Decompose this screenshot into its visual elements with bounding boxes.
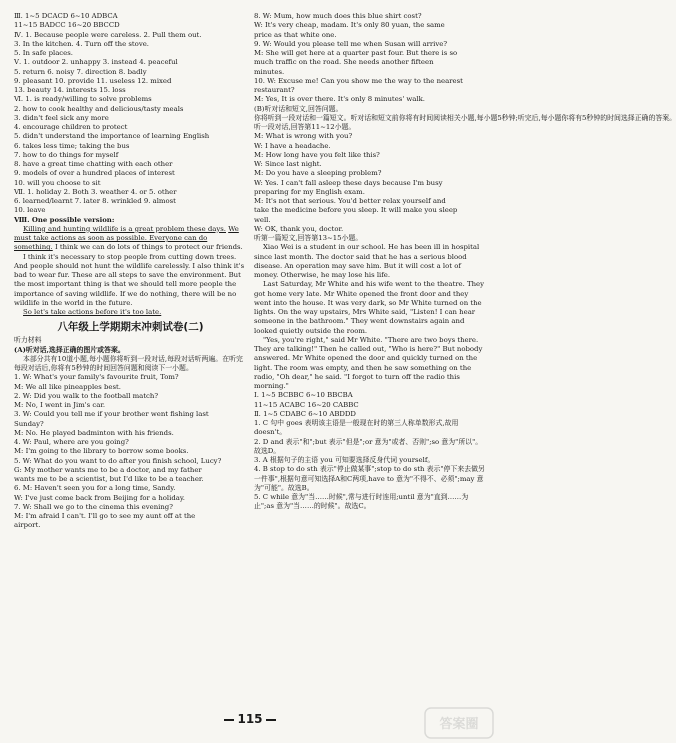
dialogue-line: M: I'm going to the library to borrow some books. [14,447,189,456]
note-item: 5. C while 意为"当……时候",常与进行时连用;until 意为"直到……为止";as 意为"当……的时候"。故选C。 [254,493,469,511]
watermark-logo-icon [424,707,494,739]
essay-text-1: I think we can do lots of things to protect our friends. [52,243,243,252]
listening-script [254,12,676,243]
script-line: 10. W: Excuse me! Can you show me the way to the nearest [254,76,463,85]
answer-line: Ⅲ. 1~5 DCACD 6~10 ADBCA [14,12,118,20]
script-line: (B)听对话和短文,回答问题。 [254,104,343,113]
script-line: M: How long have you felt like this? [254,150,380,159]
answer-line: Ⅶ. 1. holiday 2. Both 3. weather 4. or 5. other [14,187,177,196]
script-line: restaurant? [254,86,295,94]
story-2: Last Saturday, Mr White and his wife went to the theatre. They got home very late. Mr White opened the front door and they went into the house. It was very dark, so Mr White turned on the lights. On the way upstairs, Mrs White said, "Listen! I can hear someone in the bathroom." They went downstairs again and looked quietly outside the room. [254,280,484,335]
script-line: W: OK, thank you, doctor. [254,224,344,233]
answer-line: 9. pleasant 10. provide 11. useless 12. mixed [14,76,172,85]
dialogue-line: G: My mother wants me to be a doctor, and my father [14,465,202,474]
script-line: 你将听到一段对话和一篇短文。听对话和短文前你将有时间阅读相关小题,每小题5秒钟;听完后,每小题你将有5秒钟的时间选择正确的答案。 [254,113,676,122]
story-3: "Yes, you're right," said Mr White. "There are two boys there. They are talking!" Then he called out, "Who is here?" But nobody answered. Mr White opened the door and quickly turned on the light. The room was empty, and then he saw something on the radio, "Oh dear," he said. "I forgot to turn off the radio this morning." [254,335,483,390]
left-column [14,12,247,531]
answer-key-top [14,12,247,216]
script-line: 9. W: Would you please tell me when Susan will arrive? [254,39,448,48]
answer-line: 13. beauty 14. interests 15. loss [14,86,126,94]
note-item: 2. D and 表示"和";but 表示"但是";or 意为"或者、否则";so 意为"所以"。故选D。 [254,437,483,455]
dialogue-line: 6. M: Haven't seen you for a long time, Sandy. [14,484,176,493]
dialogue-line: 1. W: What's your family's favourite fruit, Tom? [14,373,179,382]
answer-line: 11~15 BADCC 16~20 BBCCD [14,21,120,30]
script-line: M: Do you have a sleeping problem? [254,169,382,178]
answer-line: Ⅱ. 1~5 CDABC 6~10 ABDDD [254,409,356,418]
section-a-label: (A)听对话,选择正确的图片或答案。 [14,345,125,354]
note-item: 4. B stop to do sth 表示"停止做某事";stop to do sth 表示"停下来去做另一件事",根据句意可知选择A和C两项,have to 意为"不得不、必须";may 意为"可能"。故选B。 [254,465,485,492]
answer-line: 10. will you choose to sit [14,178,101,187]
page-number-text: 115 [237,712,263,726]
section-a-intro: 本部分共有10道小题,每小题你将听到一段对话,每段对话听两遍。在听完每段对话后,你将有5秒钟的时间回答问题和阅读下一小题。 [14,354,243,372]
dialogue-line: wants me to be a scientist, but I'd like to be a teacher. [14,475,204,483]
answer-line: Ⅴ. 1. outdoor 2. unhappy 3. instead 4. peaceful [14,58,178,67]
answer-line: Ⅰ. 1~5 BCBBC 6~10 BBCBA [254,391,353,400]
script-line: much traffic on the road. She needs another fifteen [254,58,434,67]
script-line: M: She will get here at a quarter past four. But there is so [254,49,458,57]
script-line: 听一段对话,回答第11~12小题。 [254,123,356,131]
dialogue-line: M: No, I went in Jim's car. [14,401,106,409]
dialogue-line: W: I've just come back from Beijing for a holiday. [14,493,185,502]
answer-line: 6. takes less time; taking the bus [14,141,130,150]
answer-line: 5. In safe places. [14,49,73,57]
script-line: W: It's very cheap, madam. It's only 80 yuan, the same [254,21,445,30]
script-line: M: It's not that serious. You'd better relax yourself and [254,197,446,205]
dialogue-line: M: No. He played badminton with his friends. [14,428,174,437]
dialogue-list [14,373,247,530]
answer-line: 9. models of over a hundred places of interest [14,169,175,178]
note-item: 3. A 根据句子的主语 you 可知要选择反身代词 yourself。 [254,456,435,464]
script-line: 听第一篇短文,回答第13~15小题。 [254,234,363,242]
answer-line: Ⅳ. 1. Because people were careless. 2. Pull them out. [14,30,202,39]
script-line: price as that white one. [254,30,337,39]
answer-line: Ⅵ. 1. is ready/willing to solve problems [14,95,152,104]
script-line: take the medicine before you sleep. It will make you sleep [254,206,458,215]
right-column [254,12,676,512]
script-line: M: Yes, It is over there. It's only 8 minutes' walk. [254,95,425,104]
answer-line: 2. how to cook healthy and delicious/tasty meals [14,104,184,113]
dialogue-line: 5. W: What do you want to do after you finish school, Lucy? [14,456,222,465]
answer-line: 5. return 6. noisy 7. direction 8. badly [14,67,147,76]
essay-heading: Ⅷ. One possible version: [14,215,115,224]
answer-line: 11~15 ACABC 16~20 CABBC [254,400,359,409]
script-line: W: I have a headache. [254,141,331,150]
answer-line: 5. didn't understand the importance of learning English [14,132,210,141]
dialogue-line: 3. W: Could you tell me if your brother went fishing last [14,410,209,419]
answer-line: 10. leave [14,206,46,215]
script-line: well. [254,215,271,224]
essay-closing [14,308,247,317]
dialogue-line: 7. W: Shall we go to the cinema this evening? [14,502,173,511]
script-line: minutes. [254,67,285,76]
page-dash-right [266,719,276,721]
answer-notes [254,419,487,512]
answer-line: 7. how to do things for myself [14,150,119,159]
dialogue-line: Sunday? [14,419,44,428]
essay-underlined-1: Killing and hunting wildlife is a great problem these days. [23,224,226,233]
script-line: 8. W: Mum, how much does this blue shirt cost? [254,12,422,20]
answer-line: 3. In the kitchen. 4. Turn off the stove. [14,39,149,48]
script-line: W: Yes. I can't fall asleep these days because I'm busy [254,178,443,187]
dialogue-line: 4. W: Paul, where are you going? [14,438,129,446]
essay-para-2: I think it's necessary to stop people from cutting down trees. And people should not hunt the wildlife carelessly. I also think it's bad to wear fur. These are all steps to save the environment. But the most important thing is that we should tell more people the importance of saving wildlife. If we do nothing, there will be no wildlife in the world in the future. [14,252,245,307]
note-item: 1. C 句中 goes 表明该主语是一般现在时的第三人称单数形式,故用 doesn't。 [254,419,459,437]
answer-line: 3. didn't feel sick any more [14,113,109,122]
svg-text:答案圈: 答案圈 [439,717,479,732]
script-line: preparing for my English exam. [254,187,365,196]
answer-key-bottom [254,391,487,419]
script-line: W: Since last night. [254,160,322,168]
listening-label: 听力材料 [14,336,42,345]
essay-underlined-2: We must take actions as soon as possible. Everyone can do something. [14,224,239,252]
dialogue-line: airport. [14,521,41,530]
answer-line: 4. encourage children to protect [14,123,128,131]
page-dash-left [224,719,234,721]
script-line: M: What is wrong with you? [254,132,353,141]
exam-title: 八年级上学期期末冲刺试卷(二) [57,321,204,334]
dialogue-line: M: I'm afraid I can't. I'll go to see my aunt off at the [14,512,196,520]
dialogue-line: M: We all like pineapples best. [14,382,121,391]
answer-line: 6. learned/learnt 7. later 8. wrinkled 9. almost [14,197,176,205]
essay-para-1 [14,225,247,253]
dialogue-line: 2. W: Did you walk to the football match? [14,391,159,400]
essay-closing-text: So let's take actions before it's too late. [23,308,162,316]
story-1: Xiao Wei is a student in our school. He has been ill in hospital since last month. The doctor said that he has a serious blood disease. An operation may save him. But it will cost a lot of money. Otherwise, he may lose his life. [254,243,480,279]
answer-line: 8. have a great time chatting with each other [14,160,173,168]
